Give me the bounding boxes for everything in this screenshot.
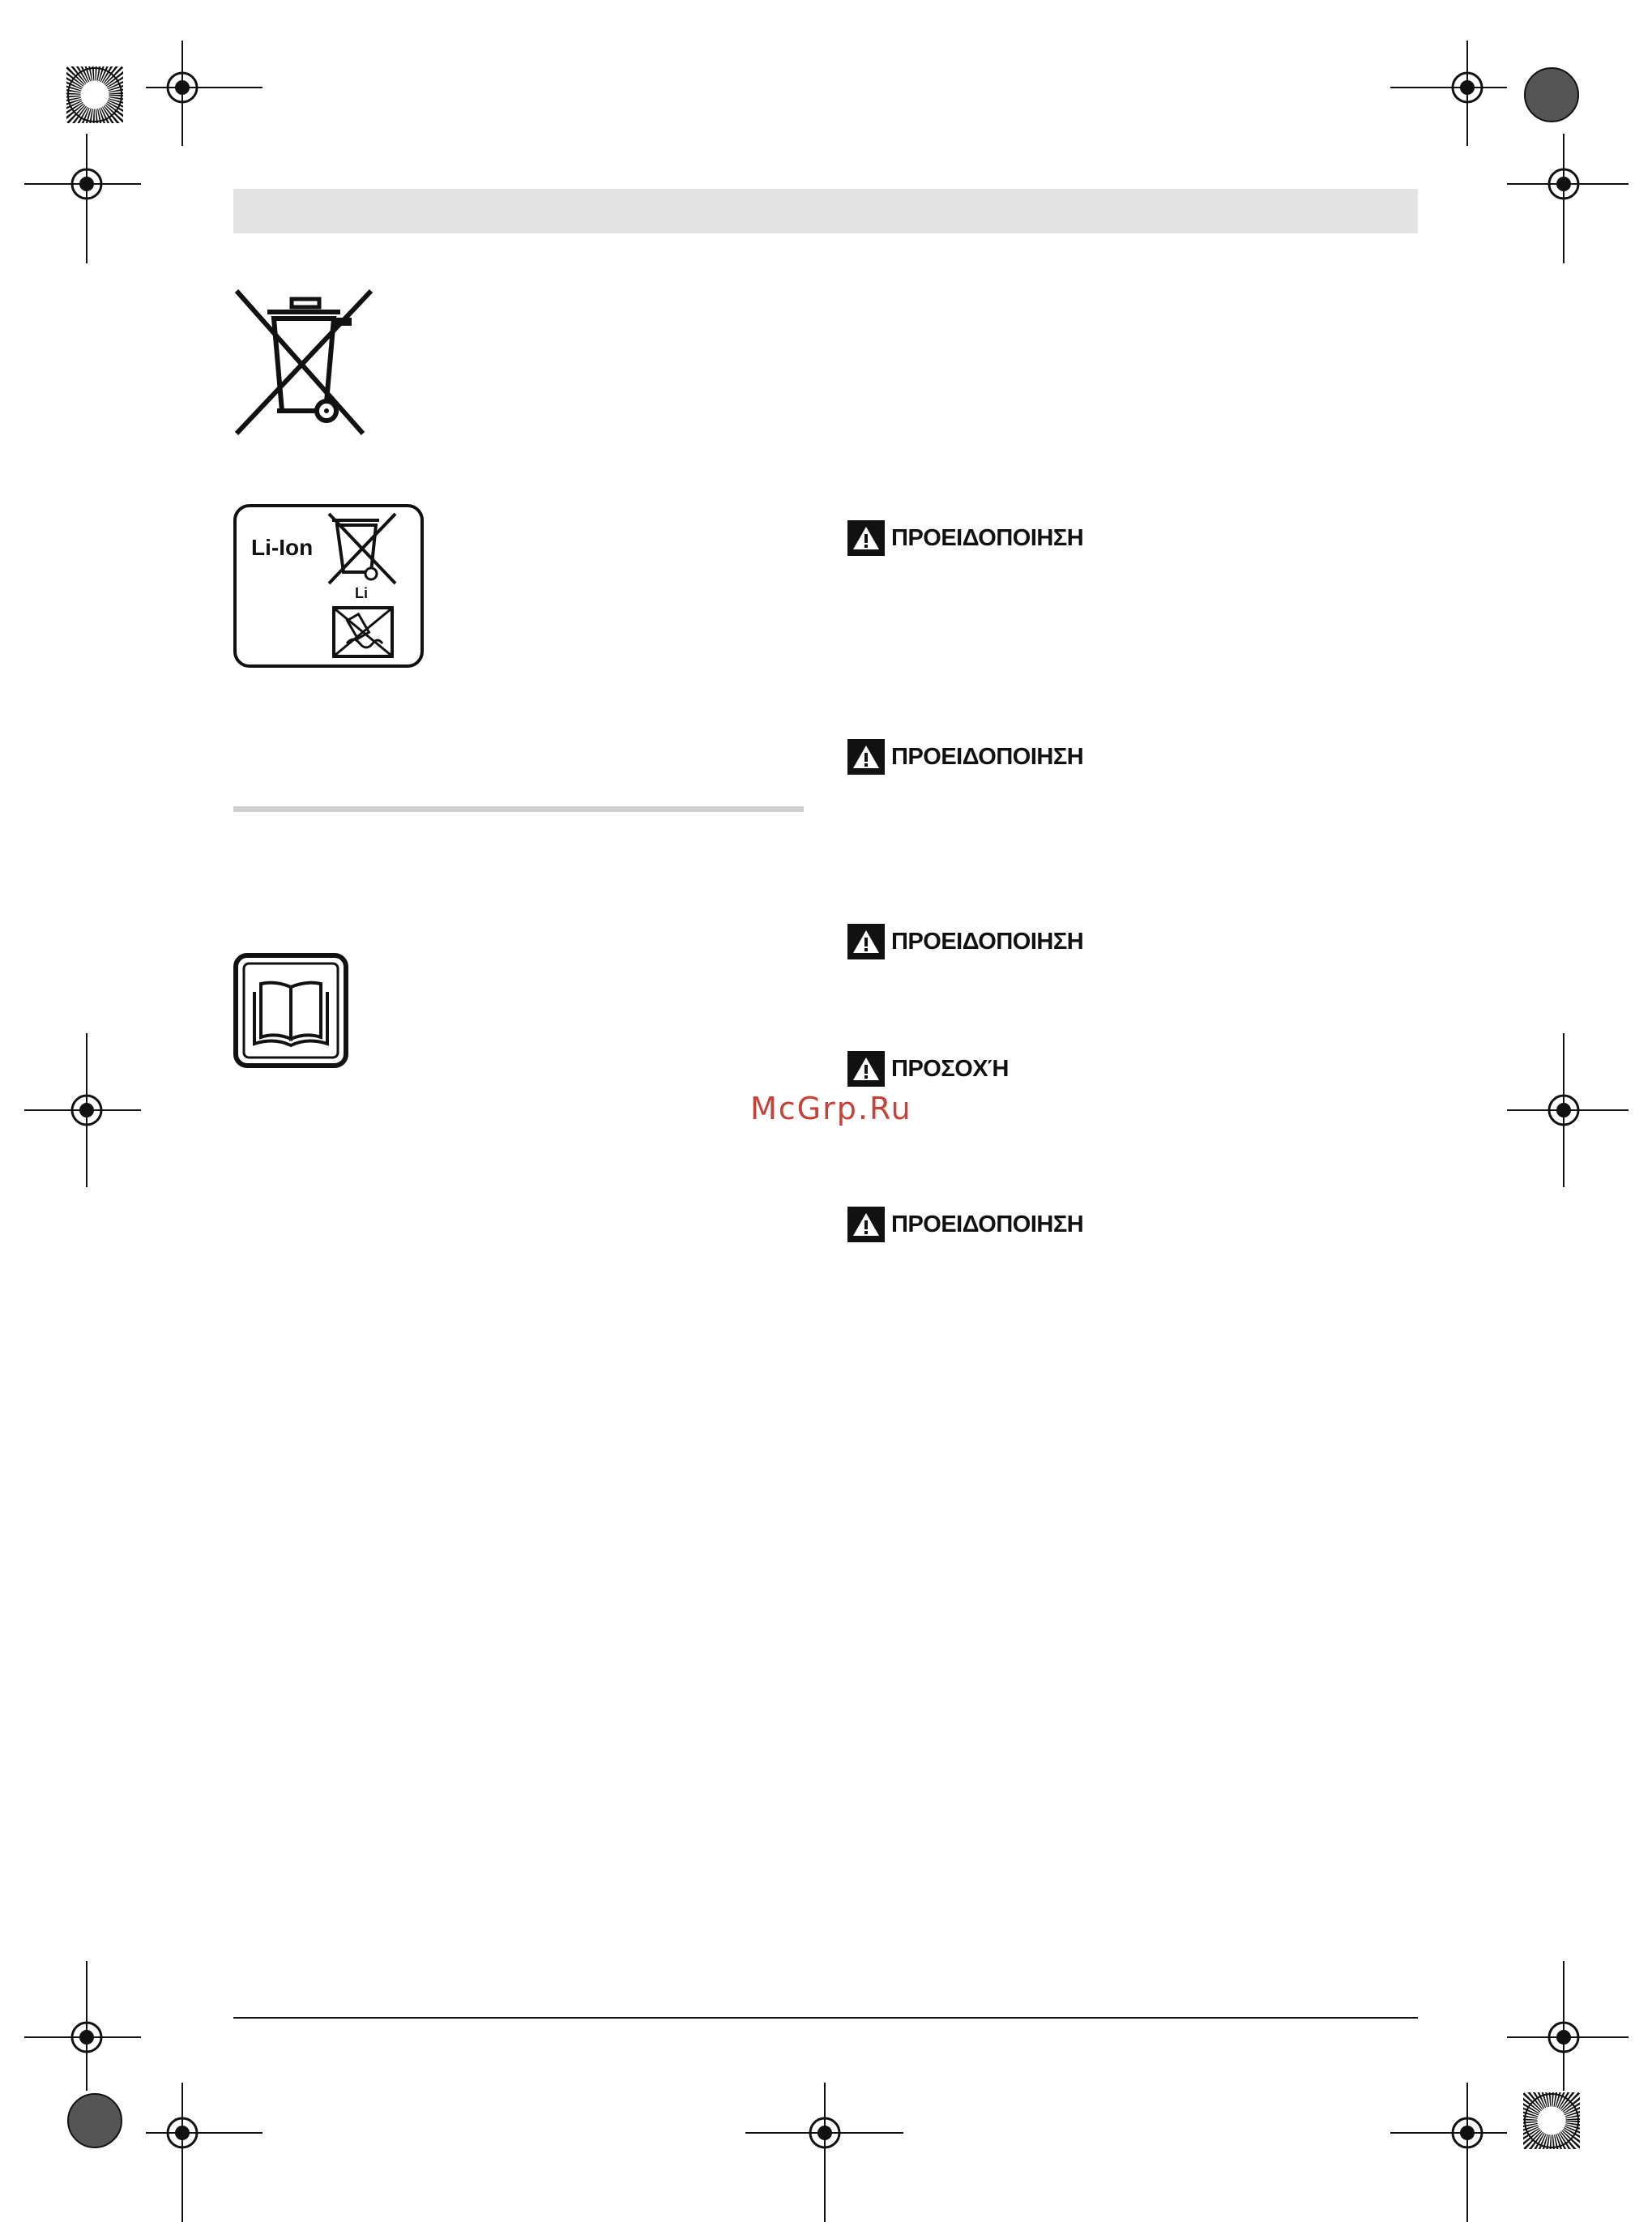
warning-label-text: ΠΡΟΕΙΔΟΠΟΙΗΣΗ [891, 524, 1084, 551]
warning-triangle-icon [847, 520, 885, 556]
registration-mark-bottom-right [1385, 2083, 1507, 2222]
warning-label-text: ΠΡΟΕΙΔΟΠΟΙΗΣΗ [891, 1211, 1084, 1237]
registration-mark-middle-left [24, 1033, 154, 1187]
warning-label-4 [847, 1207, 1083, 1242]
starburst-rosette-top-left [66, 66, 123, 123]
warning-label-text: ΠΡΟΕΙΔΟΠΟΙΗΣΗ [891, 928, 1084, 955]
watermark-text: McGrp.Ru [750, 1091, 912, 1126]
gray-rosette-bottom-left [66, 2092, 123, 2149]
caution-label-text: ΠΡΟΣΟΧΉ [891, 1055, 1009, 1082]
warning-label-2 [847, 739, 1083, 775]
warning-label-3 [847, 924, 1083, 959]
warning-label-text: ΠΡΟΕΙΔΟΠΟΙΗΣΗ [891, 743, 1084, 770]
warning-triangle-icon [847, 1051, 885, 1087]
registration-mark-middle-right [1499, 1033, 1629, 1187]
registration-mark-lower-left [24, 1961, 154, 2091]
section-divider [233, 806, 804, 812]
warning-triangle-icon [847, 924, 885, 959]
registration-mark-lower-right [1499, 1961, 1629, 2091]
li-bin-label: Li [355, 585, 368, 601]
li-ion-battery-recycling-panel [233, 504, 424, 668]
li-ion-label: Li-Ion [251, 535, 314, 560]
registration-mark-upper-left [24, 134, 154, 263]
warning-triangle-icon [847, 739, 885, 775]
registration-mark-upper-right [1499, 134, 1629, 263]
registration-mark-bottom-center [745, 2083, 907, 2222]
warning-label-1 [847, 520, 1083, 556]
crossed-out-wheelie-bin-icon [233, 288, 374, 438]
starburst-rosette-bottom-right [1523, 2092, 1580, 2149]
warning-triangle-icon [847, 1207, 885, 1242]
caution-label [847, 1051, 1009, 1087]
footer-rule [233, 2017, 1418, 2019]
registration-mark-top-right [1385, 41, 1507, 146]
header-bar [233, 189, 1418, 233]
gray-rosette-top-right [1523, 66, 1580, 123]
registration-mark-bottom-left [146, 2083, 267, 2222]
read-manual-book-icon [233, 953, 348, 1068]
registration-mark-top-left [146, 41, 267, 146]
